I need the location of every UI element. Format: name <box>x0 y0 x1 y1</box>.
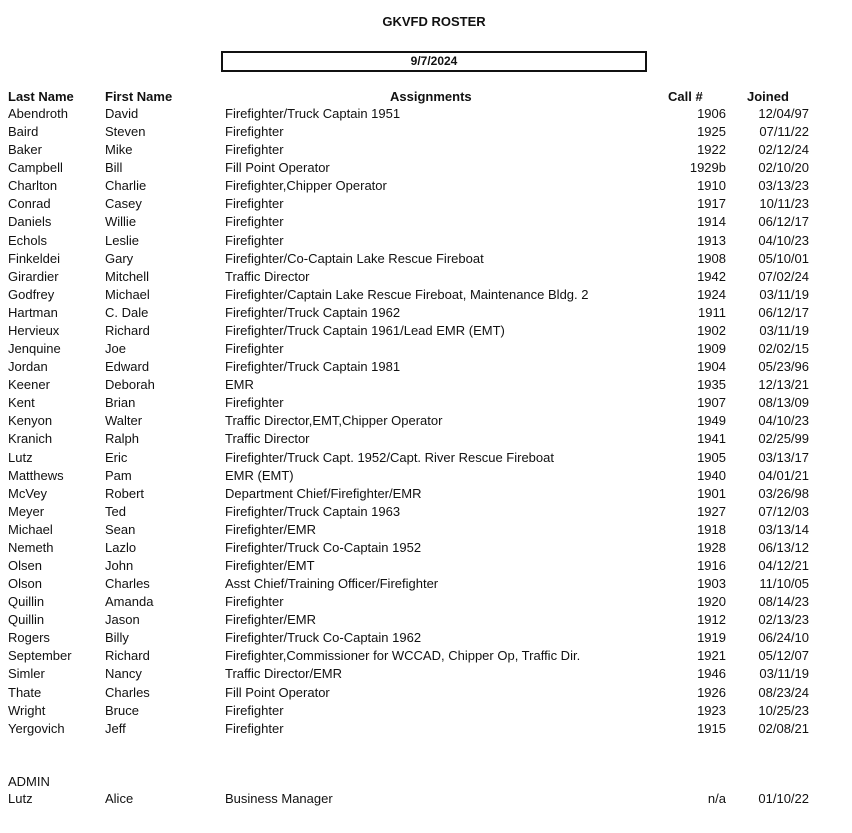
last-name-cell: Echols <box>8 232 48 248</box>
first-name-cell: David <box>105 106 139 121</box>
first-name-cell: Jeff <box>105 720 126 736</box>
assignment-cell: Firefighter/EMR <box>225 612 317 628</box>
roster-row <box>0 522 852 540</box>
last-name-cell: Kranich <box>8 431 53 447</box>
first-name-cell: Charles <box>105 576 150 592</box>
roster-row <box>0 576 852 594</box>
call-number-cell: 1924 <box>697 286 726 302</box>
last-name-cell: Lutz <box>8 791 33 806</box>
assignment-cell: Firefighter <box>225 142 284 158</box>
last-name-cell: Conrad <box>8 196 51 212</box>
last-name-cell: Simler <box>8 666 45 682</box>
last-name-cell: Quillin <box>8 612 45 628</box>
first-name-cell: Brian <box>105 395 136 411</box>
first-name-cell: Ralph <box>105 431 139 447</box>
first-name-cell: Leslie <box>105 232 139 248</box>
last-name-cell: Quillin <box>8 594 45 610</box>
roster-row <box>0 486 852 504</box>
last-name-cell: Wright <box>8 702 46 718</box>
call-number-cell: 1926 <box>697 684 726 700</box>
first-name-cell: Jason <box>105 612 140 628</box>
call-number-cell: 1909 <box>697 341 726 357</box>
roster-row <box>0 685 852 703</box>
first-name-cell: John <box>105 558 134 573</box>
last-name-cell: Kenyon <box>8 413 53 429</box>
assignment-cell: Firefighter <box>225 196 284 212</box>
first-name-cell: Mike <box>105 142 133 158</box>
joined-date-cell: 05/12/07 <box>758 648 809 664</box>
last-name-cell: September <box>8 648 72 664</box>
roster-row <box>0 703 852 721</box>
joined-date-cell: 11/10/05 <box>759 576 809 592</box>
assignment-cell: Firefighter <box>225 594 284 610</box>
first-name-cell: Pam <box>105 467 132 483</box>
call-number-cell: 1949 <box>697 413 726 429</box>
last-name-cell: Daniels <box>8 214 52 230</box>
call-number-cell: 1919 <box>697 630 726 646</box>
first-name-cell: Gary <box>105 250 134 266</box>
assignment-cell: Fill Point Operator <box>225 160 330 176</box>
last-name-cell: Jordan <box>8 359 48 375</box>
header-first-name: First Name <box>105 89 173 104</box>
admin-section-label: ADMIN <box>8 774 50 789</box>
assignment-cell: Firefighter/Truck Captain 1961/Lead EMR (EMT) <box>225 322 505 338</box>
call-number-cell: 1922 <box>697 142 726 158</box>
joined-date-cell: 03/13/17 <box>758 449 809 465</box>
first-name-cell: Casey <box>105 196 142 212</box>
roster-row <box>0 648 852 666</box>
joined-date-cell: 06/13/12 <box>758 539 809 555</box>
call-number-cell: 1914 <box>697 214 726 230</box>
roster-row <box>0 106 852 124</box>
assignment-cell: Firefighter <box>225 720 284 736</box>
assignment-cell: Asst Chief/Training Officer/Firefighter <box>225 576 439 592</box>
first-name-cell: Willie <box>105 214 137 230</box>
header-joined: Joined <box>747 89 789 104</box>
roster-row <box>0 323 852 341</box>
first-name-cell: Alice <box>105 791 134 806</box>
first-name-cell: Joe <box>105 341 126 357</box>
joined-date-cell: 04/12/21 <box>758 558 809 573</box>
last-name-cell: Keener <box>8 377 50 393</box>
roster-row <box>0 431 852 449</box>
last-name-cell: Matthews <box>8 467 64 483</box>
assignment-cell: EMR <box>225 377 254 393</box>
assignment-cell: Firefighter/Truck Captain 1962 <box>225 304 401 320</box>
joined-date-cell: 01/10/22 <box>758 791 809 806</box>
joined-date-cell: 05/10/01 <box>758 250 809 266</box>
call-number-cell: 1921 <box>697 648 726 664</box>
roster-row <box>0 251 852 269</box>
roster-row <box>0 341 852 359</box>
joined-date-cell: 02/02/15 <box>758 341 809 357</box>
last-name-cell: Baird <box>8 124 39 140</box>
joined-date-cell: 06/12/17 <box>758 214 809 230</box>
first-name-cell: Richard <box>105 648 150 664</box>
last-name-cell: Rogers <box>8 630 50 646</box>
header-last-name: Last Name <box>8 89 74 104</box>
last-name-cell: Campbell <box>8 160 63 176</box>
assignment-cell: Firefighter/Truck Co-Captain 1952 <box>225 539 422 555</box>
assignment-cell: Firefighter/EMT <box>225 558 315 573</box>
first-name-cell: Charlie <box>105 178 147 194</box>
assignment-cell: Traffic Director <box>225 431 310 447</box>
first-name-cell: Amanda <box>105 594 154 610</box>
last-name-cell: Meyer <box>8 503 45 519</box>
roster-row <box>0 594 852 612</box>
roster-row <box>0 287 852 305</box>
joined-date-cell: 10/25/23 <box>758 702 809 718</box>
joined-date-cell: 08/14/23 <box>758 594 809 610</box>
first-name-cell: C. Dale <box>105 304 149 320</box>
assignment-cell: Fill Point Operator <box>225 684 330 700</box>
roster-row <box>0 233 852 251</box>
first-name-cell: Robert <box>105 485 145 501</box>
joined-date-cell: 08/13/09 <box>758 395 809 411</box>
first-name-cell: Bill <box>105 160 123 176</box>
assignment-cell: Business Manager <box>225 791 333 806</box>
first-name-cell: Charles <box>105 684 150 700</box>
call-number-cell: 1915 <box>697 720 726 736</box>
call-number-cell: 1942 <box>697 268 726 284</box>
joined-date-cell: 03/11/19 <box>759 322 809 338</box>
joined-date-cell: 07/12/03 <box>758 503 809 519</box>
joined-date-cell: 07/02/24 <box>758 268 809 284</box>
call-number-cell: 1923 <box>697 702 726 718</box>
header-assignments: Assignments <box>390 89 472 104</box>
roster-row <box>0 377 852 395</box>
joined-date-cell: 04/01/21 <box>758 467 809 483</box>
assignment-cell: Firefighter <box>225 124 284 140</box>
first-name-cell: Eric <box>105 449 128 465</box>
call-number-cell: 1941 <box>697 431 726 447</box>
call-number-cell: 1901 <box>697 485 726 501</box>
roster-row <box>0 214 852 232</box>
last-name-cell: Baker <box>8 142 42 158</box>
roster-row <box>0 468 852 486</box>
last-name-cell: Finkeldei <box>8 250 61 266</box>
assignment-cell: Traffic Director,EMT,Chipper Operator <box>225 413 443 429</box>
call-number-cell: 1912 <box>697 612 726 628</box>
first-name-cell: Deborah <box>105 377 155 393</box>
last-name-cell: Lutz <box>8 449 33 465</box>
call-number-cell: 1902 <box>697 322 726 338</box>
joined-date-cell: 03/13/23 <box>758 178 809 194</box>
first-name-cell: Mitchell <box>105 268 150 284</box>
joined-date-cell: 02/12/24 <box>758 142 809 158</box>
assignment-cell: Firefighter,Chipper Operator <box>225 178 387 194</box>
assignment-cell: Firefighter/Co-Captain Lake Rescue Fireboat <box>225 250 484 266</box>
first-name-cell: Sean <box>105 521 136 537</box>
roster-row <box>0 142 852 160</box>
call-number-cell: 1920 <box>697 594 726 610</box>
call-number-cell: 1946 <box>697 666 726 682</box>
roster-row <box>0 666 852 684</box>
first-name-cell: Steven <box>105 124 146 140</box>
roster-row <box>0 630 852 648</box>
joined-date-cell: 12/04/97 <box>758 106 809 121</box>
call-number-cell: 1929b <box>689 160 726 176</box>
roster-row <box>0 178 852 196</box>
assignment-cell: Firefighter/Truck Captain 1963 <box>225 503 401 519</box>
call-number-cell: 1940 <box>697 467 726 483</box>
call-number-cell: 1928 <box>697 539 726 555</box>
last-name-cell: Charlton <box>8 178 58 194</box>
call-number-cell: 1935 <box>697 377 726 393</box>
assignment-cell: Firefighter/Truck Co-Captain 1962 <box>225 630 422 646</box>
assignment-cell: Firefighter <box>225 341 284 357</box>
joined-date-cell: 07/11/22 <box>759 124 809 140</box>
roster-row <box>0 721 852 739</box>
last-name-cell: Nemeth <box>8 539 54 555</box>
joined-date-cell: 02/08/21 <box>758 720 809 736</box>
roster-row <box>0 269 852 287</box>
first-name-cell: Billy <box>105 630 129 646</box>
joined-date-cell: 03/11/19 <box>759 666 809 682</box>
roster-row <box>0 305 852 323</box>
assignment-cell: Firefighter/Truck Capt. 1952/Capt. River Rescue Fireboat <box>225 449 554 465</box>
roster-row <box>0 540 852 558</box>
last-name-cell: Thate <box>8 684 42 700</box>
last-name-cell: Yergovich <box>8 720 65 736</box>
joined-date-cell: 06/12/17 <box>758 304 809 320</box>
joined-date-cell: 02/25/99 <box>758 431 809 447</box>
last-name-cell: Jenquine <box>8 341 61 357</box>
call-number-cell: 1917 <box>697 196 726 212</box>
roster-row <box>0 504 852 522</box>
call-number-cell: 1913 <box>697 232 726 248</box>
call-number-cell: 1927 <box>697 503 726 519</box>
last-name-cell: Godfrey <box>8 286 55 302</box>
last-name-cell: Kent <box>8 395 35 411</box>
assignment-cell: Firefighter <box>225 395 284 411</box>
last-name-cell: Michael <box>8 521 53 537</box>
joined-date-cell: 03/11/19 <box>759 286 809 302</box>
roster-row <box>0 196 852 214</box>
roster-row <box>0 160 852 178</box>
assignment-cell: Firefighter/EMR <box>225 521 317 537</box>
joined-date-cell: 05/23/96 <box>758 359 809 375</box>
joined-date-cell: 02/13/23 <box>758 612 809 628</box>
call-number-cell: 1910 <box>697 178 726 194</box>
call-number-cell: 1907 <box>697 395 726 411</box>
last-name-cell: Girardier <box>8 268 59 284</box>
assignment-cell: Firefighter,Commissioner for WCCAD, Chipper Op, Traffic Dir. <box>225 648 581 664</box>
last-name-cell: Abendroth <box>8 106 68 121</box>
call-number-cell: n/a <box>707 791 726 806</box>
assignment-cell: Traffic Director <box>225 268 310 284</box>
joined-date-cell: 03/13/14 <box>758 521 809 537</box>
call-number-cell: 1925 <box>697 124 726 140</box>
joined-date-cell: 04/10/23 <box>758 413 809 429</box>
first-name-cell: Richard <box>105 322 150 338</box>
call-number-cell: 1916 <box>697 558 726 573</box>
joined-date-cell: 02/10/20 <box>758 160 809 176</box>
roster-row <box>0 359 852 377</box>
last-name-cell: Olsen <box>8 558 42 573</box>
assignment-cell: EMR (EMT) <box>225 467 294 483</box>
header-call-number: Call # <box>668 89 703 104</box>
roster-row <box>0 124 852 142</box>
joined-date-cell: 08/23/24 <box>758 684 809 700</box>
joined-date-cell: 04/10/23 <box>758 232 809 248</box>
roster-row <box>0 450 852 468</box>
assignment-cell: Firefighter <box>225 232 284 248</box>
roster-row <box>0 413 852 431</box>
call-number-cell: 1911 <box>698 304 726 320</box>
assignment-cell: Firefighter/Captain Lake Rescue Fireboat, Maintenance Bldg. 2 <box>225 286 589 302</box>
roster-row <box>0 791 852 809</box>
call-number-cell: 1906 <box>697 106 726 121</box>
first-name-cell: Ted <box>105 503 126 519</box>
assignment-cell: Firefighter/Truck Captain 1951 <box>225 106 401 121</box>
roster-row <box>0 395 852 413</box>
last-name-cell: Hartman <box>8 304 58 320</box>
first-name-cell: Nancy <box>105 666 142 682</box>
call-number-cell: 1905 <box>697 449 726 465</box>
roster-title: GKVFD ROSTER <box>382 14 486 29</box>
call-number-cell: 1904 <box>697 359 726 375</box>
roster-row <box>0 612 852 630</box>
roster-date-box: 9/7/2024 <box>221 51 647 72</box>
assignment-cell: Department Chief/Firefighter/EMR <box>225 485 422 501</box>
joined-date-cell: 03/26/98 <box>758 485 809 501</box>
call-number-cell: 1918 <box>697 521 726 537</box>
first-name-cell: Edward <box>105 359 150 375</box>
last-name-cell: Olson <box>8 576 42 592</box>
first-name-cell: Bruce <box>105 702 139 718</box>
last-name-cell: McVey <box>8 485 48 501</box>
call-number-cell: 1903 <box>697 576 726 592</box>
first-name-cell: Walter <box>105 413 143 429</box>
assignment-cell: Firefighter <box>225 702 284 718</box>
joined-date-cell: 12/13/21 <box>758 377 809 393</box>
assignment-cell: Firefighter/Truck Captain 1981 <box>225 359 401 375</box>
assignment-cell: Firefighter <box>225 214 284 230</box>
assignment-cell: Traffic Director/EMR <box>225 666 343 682</box>
first-name-cell: Lazlo <box>105 539 137 555</box>
roster-row <box>0 558 852 576</box>
first-name-cell: Michael <box>105 286 150 302</box>
call-number-cell: 1908 <box>697 250 726 266</box>
joined-date-cell: 10/11/23 <box>759 196 809 212</box>
last-name-cell: Hervieux <box>8 322 60 338</box>
joined-date-cell: 06/24/10 <box>758 630 809 646</box>
